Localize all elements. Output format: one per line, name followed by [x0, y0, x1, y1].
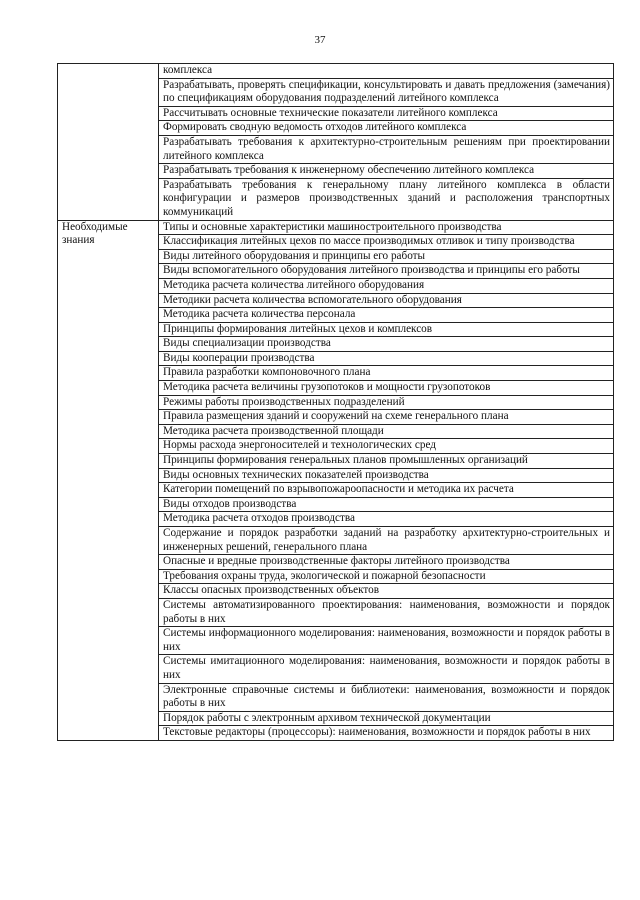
table-cell-item: Типы и основные характеристики машиностроительного производства	[159, 220, 614, 235]
table-cell-item: Правила разработки компоновочного плана	[159, 366, 614, 381]
table-cell-item: Системы информационного моделирования: наименования, возможности и порядок работы в них	[159, 627, 614, 655]
table-cell-item: Методика расчета отходов производства	[159, 512, 614, 527]
table-cell-item: Принципы формирования генеральных планов промышленных организаций	[159, 454, 614, 469]
page-number: 37	[314, 34, 326, 46]
table-cell-item: Классы опасных производственных объектов	[159, 584, 614, 599]
table-cell-item: Виды кооперации производства	[159, 351, 614, 366]
requirements-table	[57, 63, 614, 741]
table-cell-item: Виды литейного оборудования и принципы его работы	[159, 249, 614, 264]
table-cell-item: Методика расчета количества персонала	[159, 308, 614, 323]
table-cell-item: Разрабатывать, проверять спецификации, консультировать и давать предложения (замечания) по спецификациям оборудования подразделений литейного комплекса	[159, 78, 614, 106]
table-cell-item: Методика расчета количества литейного оборудования	[159, 278, 614, 293]
table-cell-item: Классификация литейных цехов по массе производимых отливок и типу производства	[159, 235, 614, 250]
table-row	[58, 220, 614, 235]
table-cell-item: Виды специализации производства	[159, 337, 614, 352]
table-cell-item: Текстовые редакторы (процессоры): наименования, возможности и порядок работы в них	[159, 726, 614, 741]
table-cell-item: Принципы формирования литейных цехов и комплексов	[159, 322, 614, 337]
table-cell-item: комплекса	[159, 64, 614, 79]
table-body	[58, 64, 614, 741]
section-label-empty	[58, 64, 159, 221]
table-cell-item: Нормы расхода энергоносителей и технологических сред	[159, 439, 614, 454]
table-cell-item: Системы автоматизированного проектирования: наименования, возможности и порядок работы в них	[159, 598, 614, 626]
table-cell-item: Виды вспомогательного оборудования литейного производства и принципы его работы	[159, 264, 614, 279]
table-cell-item: Методика расчета производственной площади	[159, 424, 614, 439]
table-cell-item: Требования охраны труда, экологической и пожарной безопасности	[159, 569, 614, 584]
table-cell-item: Порядок работы с электронным архивом технической документации	[159, 711, 614, 726]
table-cell-item: Виды основных технических показателей производства	[159, 468, 614, 483]
table-cell-item: Методика расчета величины грузопотоков и мощности грузопотоков	[159, 381, 614, 396]
table-cell-item: Содержание и порядок разработки заданий на разработку архитектурно-строительных и инженерных решений, генерального плана	[159, 527, 614, 555]
table-cell-item: Разрабатывать требования к архитектурно-строительным решениям при проектировании литейного комплекса	[159, 135, 614, 163]
table-cell-item: Разрабатывать требования к инженерному обеспечению литейного комплекса	[159, 164, 614, 179]
table-cell-item: Формировать сводную ведомость отходов литейного комплекса	[159, 121, 614, 136]
table-cell-item: Электронные справочные системы и библиотеки: наименования, возможности и порядок работы в них	[159, 683, 614, 711]
table-cell-item: Рассчитывать основные технические показатели литейного комплекса	[159, 106, 614, 121]
table-cell-item: Правила размещения зданий и сооружений на схеме генерального плана	[159, 410, 614, 425]
table-cell-item: Режимы работы производственных подразделений	[159, 395, 614, 410]
table-row	[58, 64, 614, 79]
table-cell-item: Категории помещений по взрывопожароопасности и методика их расчета	[159, 483, 614, 498]
section-label: Необходимые знания	[58, 220, 159, 740]
table-cell-item: Разрабатывать требования к генеральному плану литейного комплекса в области конфигурации и размеров производственных зданий и расположения транспортных коммуникаций	[159, 178, 614, 220]
table-cell-item: Системы имитационного моделирования: наименования, возможности и порядок работы в них	[159, 655, 614, 683]
table-cell-item: Виды отходов производства	[159, 497, 614, 512]
table-cell-item: Опасные и вредные производственные факторы литейного производства	[159, 555, 614, 570]
table-cell-item: Методики расчета количества вспомогательного оборудования	[159, 293, 614, 308]
